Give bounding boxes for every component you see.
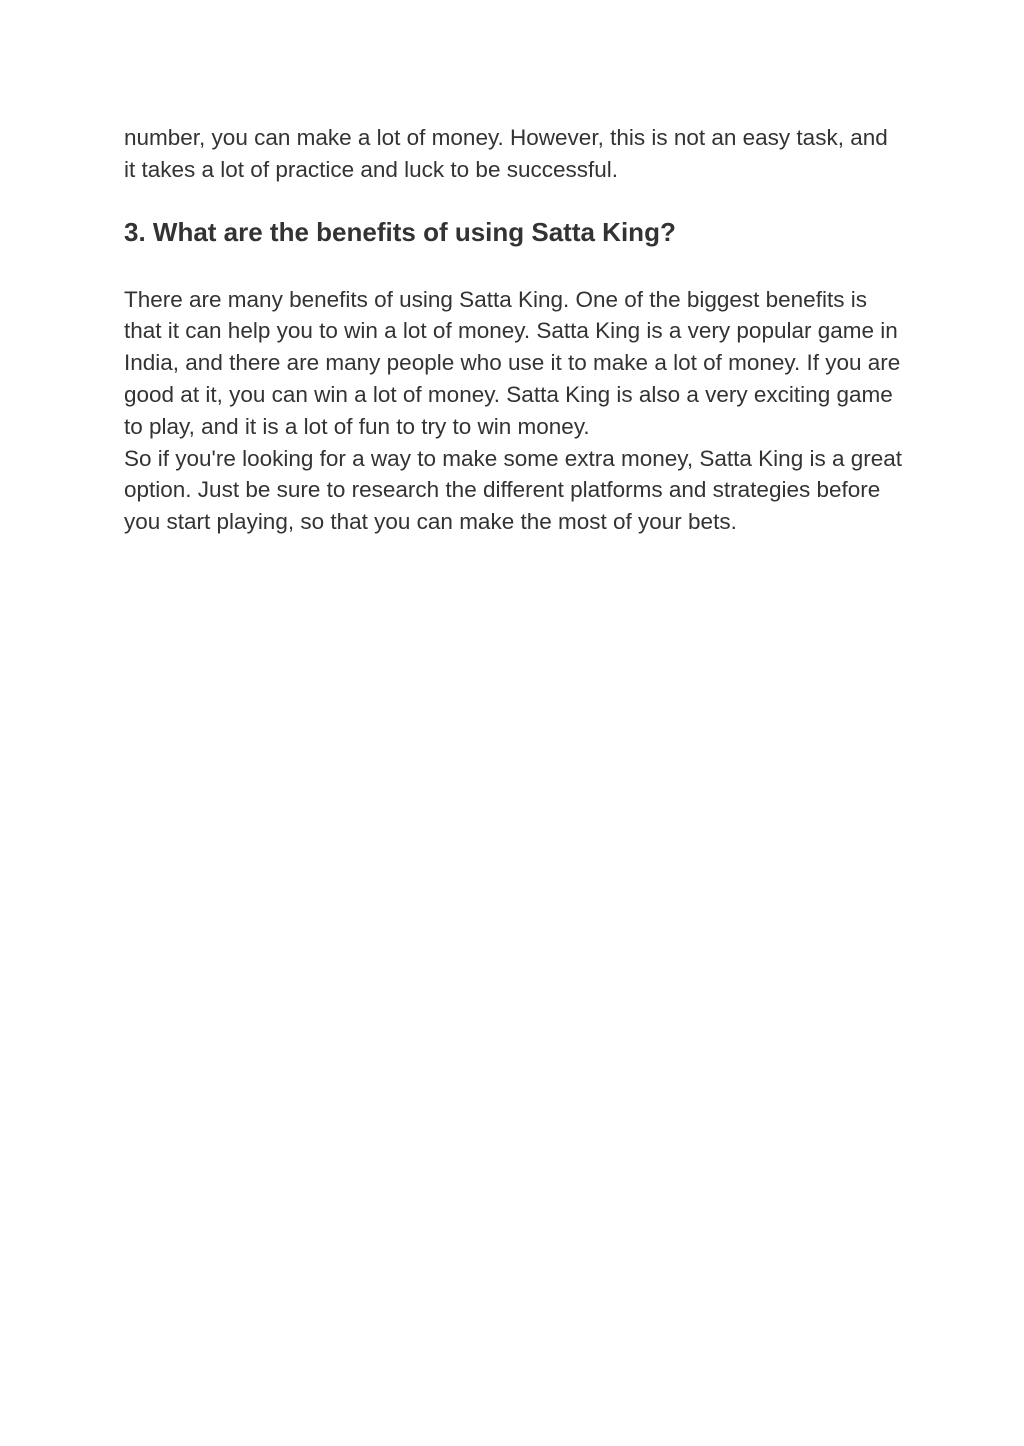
intro-paragraph: number, you can make a lot of money. However, this is not an easy task, and it takes a lot of practice and luck to be successful. bbox=[124, 125, 888, 182]
document-content bbox=[124, 122, 904, 538]
body-paragraph: So if you're looking for a way to make some extra money, Satta King is a great option. Just be sure to research the different platforms and strategies before you start playing, so that you can make the most of your bets. bbox=[124, 445, 903, 535]
section-heading: 3. What are the benefits of using Satta King? bbox=[124, 216, 676, 247]
section-body bbox=[124, 284, 904, 538]
body-paragraph: There are many benefits of using Satta King. One of the biggest benefits is that it can help you to win a lot of money. Satta King is a very popular game in India, and there are many people who use it to make a lot of money. If you are good at it, you can win a lot of money. Satta King is also a very exciting game to play, and it is a lot of fun to try to win money. bbox=[124, 286, 901, 439]
